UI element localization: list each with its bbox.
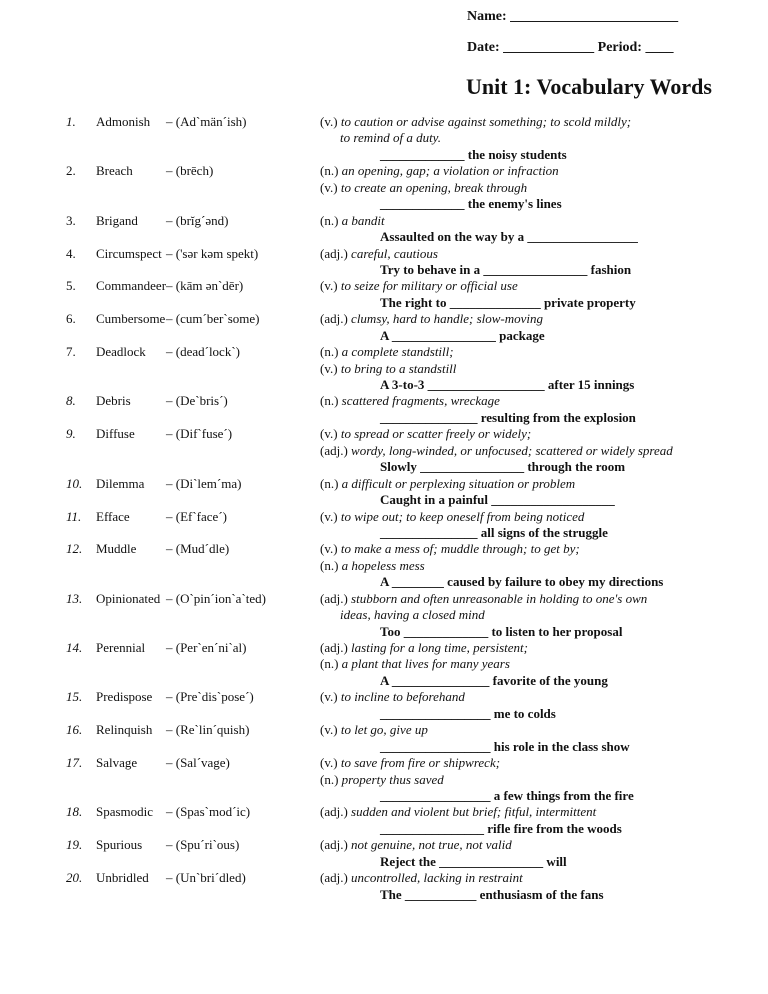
- part-of-speech: (v.): [320, 722, 338, 738]
- definition: [320, 246, 438, 262]
- entry-line: [0, 541, 768, 557]
- example-sentence: Try to behave in a ________________ fashion: [380, 261, 632, 277]
- definition: [320, 541, 580, 557]
- entry-line: [0, 870, 768, 886]
- part-of-speech: (adj.): [320, 245, 348, 261]
- vocab-entry: [0, 509, 768, 542]
- entry-line: [0, 377, 768, 393]
- definition-text: uncontrolled, lacking in restraint: [351, 870, 523, 886]
- entry-line: [0, 624, 768, 640]
- vocab-entry: [0, 114, 768, 163]
- vocab-entry: [0, 804, 768, 837]
- vocab-entry: [0, 476, 768, 509]
- vocab-entry: [0, 246, 768, 279]
- example-sentence: The right to ______________ private property: [380, 294, 636, 310]
- pronunciation: – (cum´ber`some): [166, 311, 260, 327]
- definition-text: a difficult or perplexing situation or problem: [341, 475, 576, 491]
- definition-text: careful, cautious: [351, 245, 438, 261]
- entry-line: [0, 393, 768, 409]
- vocab-word: Cumbersome: [96, 311, 166, 327]
- entry-line: [0, 525, 768, 541]
- entry-number: 4.: [66, 245, 76, 261]
- definition-text: to wipe out; to keep oneself from being noticed: [340, 508, 585, 524]
- part-of-speech: (adj.): [320, 640, 348, 655]
- entry-number: 14.: [66, 640, 83, 655]
- part-of-speech: (adj.): [320, 442, 348, 458]
- entry-line: [0, 821, 768, 837]
- entry-number: 7.: [66, 344, 76, 360]
- definition: [320, 640, 528, 656]
- vocab-entry: [0, 689, 768, 722]
- definition: [320, 476, 575, 492]
- entry-number: 12.: [66, 541, 83, 557]
- definition: [320, 114, 631, 130]
- vocab-word: Spasmodic: [96, 804, 154, 820]
- vocab-word: Unbridled: [96, 870, 149, 886]
- vocab-entry: [0, 311, 768, 344]
- entry-number: 13.: [66, 590, 83, 606]
- entry-line: [0, 361, 768, 377]
- pronunciation: – ('sər kəm spekt): [166, 245, 259, 261]
- pronunciation: – (Dif`fuse´): [166, 426, 233, 442]
- entry-line: [0, 229, 768, 245]
- pronunciation: – (Mud´dle): [166, 541, 230, 557]
- vocab-entry: [0, 640, 768, 689]
- vocab-word: Admonish: [96, 114, 151, 129]
- vocab-entry: [0, 722, 768, 755]
- vocab-word: Opinionated: [96, 590, 161, 606]
- pronunciation: – (Pre`dis`pose´): [166, 689, 254, 705]
- vocab-word: Perennial: [96, 640, 146, 655]
- entry-line: [0, 147, 768, 163]
- entry-line: [0, 887, 768, 903]
- part-of-speech: (v.): [320, 278, 338, 294]
- entry-line: [0, 640, 768, 656]
- pronunciation: – (dead´lock`): [166, 344, 240, 360]
- definition: [320, 344, 454, 360]
- entry-number: 6.: [66, 311, 76, 327]
- definition: [320, 722, 428, 738]
- definition: [320, 772, 444, 788]
- pronunciation: – (Re`lin´quish): [166, 722, 250, 738]
- part-of-speech: (v.): [320, 541, 338, 557]
- pronunciation: – (Spas`mod´ic): [166, 804, 251, 820]
- part-of-speech: (adj.): [320, 311, 348, 327]
- entry-number: 3.: [66, 212, 76, 228]
- entry-line: [0, 344, 768, 360]
- part-of-speech: (v.): [320, 508, 338, 524]
- pronunciation: – (Un`bri´dled): [166, 870, 246, 886]
- entry-line: [0, 574, 768, 590]
- vocab-word: Diffuse: [96, 426, 135, 442]
- definition: [320, 804, 596, 820]
- definition-text: a hopeless mess: [341, 557, 425, 573]
- definition: [320, 163, 559, 179]
- example-sentence: _________________ his role in the class show: [380, 738, 630, 754]
- part-of-speech: (adj.): [320, 804, 348, 820]
- entry-number: 2.: [66, 163, 76, 179]
- definition: [320, 837, 512, 853]
- definition-text: an opening, gap; a violation or infraction: [341, 163, 559, 179]
- entry-line: [0, 278, 768, 294]
- pronunciation: – (brĭg´ənd): [166, 212, 229, 228]
- vocab-entry: [0, 393, 768, 426]
- part-of-speech: (n.): [320, 393, 339, 409]
- example-sentence: Slowly ________________ through the room: [380, 459, 626, 475]
- entry-line: [0, 426, 768, 442]
- part-of-speech: (v.): [320, 360, 338, 376]
- vocab-word: Predispose: [96, 689, 153, 705]
- entry-line: [0, 492, 768, 508]
- example-sentence: _________________ a few things from the fire: [380, 787, 634, 803]
- definition: [320, 213, 385, 229]
- definition: [320, 591, 647, 607]
- definition: [320, 558, 425, 574]
- entry-line: [0, 706, 768, 722]
- definition: [320, 393, 500, 409]
- pronunciation: – (Spu´ri`ous): [166, 837, 240, 853]
- part-of-speech: (n.): [320, 344, 339, 360]
- entry-line: [0, 854, 768, 870]
- vocab-entry: [0, 541, 768, 590]
- example-sentence: Assaulted on the way by a _________________: [380, 229, 638, 245]
- vocab-word: Dilemma: [96, 475, 145, 491]
- definition-text: stubborn and often unreasonable in holding to one's own: [351, 590, 648, 606]
- example-sentence: A _______________ favorite of the young: [380, 672, 608, 688]
- date-period-field-label: Date: _____________ Period: ____: [467, 40, 674, 55]
- entry-number: 18.: [66, 804, 83, 820]
- vocab-word: Brigand: [96, 212, 138, 228]
- entry-number: 1.: [66, 114, 76, 129]
- part-of-speech: (v.): [320, 426, 338, 442]
- pronunciation: – (De`bris´): [166, 393, 228, 409]
- part-of-speech: (n.): [320, 212, 339, 228]
- pronunciation: – (Di`lem´ma): [166, 475, 242, 491]
- definition: [320, 426, 531, 442]
- vocab-entry: [0, 426, 768, 475]
- definition-text: to create an opening, break through: [340, 179, 528, 195]
- part-of-speech: (n.): [320, 557, 339, 573]
- definition-text: property thus saved: [341, 771, 444, 787]
- definition: [320, 443, 673, 459]
- entry-line: [0, 476, 768, 492]
- example-sentence: _________________ me to colds: [380, 705, 556, 721]
- name-field-label: Name: ________________________: [467, 9, 679, 24]
- pronunciation: – (Sal´vage): [166, 755, 230, 771]
- part-of-speech: (v.): [320, 114, 338, 129]
- vocab-entry: [0, 163, 768, 212]
- example-sentence: A ________________ package: [380, 327, 545, 343]
- entry-line: [0, 837, 768, 853]
- entry-number: 15.: [66, 689, 83, 705]
- entry-line: [0, 591, 768, 607]
- entry-number: 9.: [66, 426, 76, 442]
- example-sentence: _______________ all signs of the struggle: [380, 524, 608, 540]
- vocab-word: Spurious: [96, 837, 143, 853]
- definition-text: to save from fire or shipwreck;: [340, 755, 501, 771]
- entry-line: [0, 443, 768, 459]
- part-of-speech: (v.): [320, 689, 338, 705]
- entry-number: 20.: [66, 870, 83, 886]
- entry-line: [0, 328, 768, 344]
- entry-line: [0, 788, 768, 804]
- definition: [320, 689, 465, 705]
- example-sentence: Reject the ________________ will: [380, 853, 567, 869]
- entry-line: [0, 180, 768, 196]
- example-sentence: _____________ the noisy students: [380, 146, 567, 162]
- vocab-entry: [0, 344, 768, 393]
- part-of-speech: (v.): [320, 755, 338, 771]
- definition-text: to caution or advise against something; to scold mildly;: [340, 114, 632, 129]
- vocab-word: Circumspect: [96, 245, 162, 261]
- definition: [320, 656, 510, 672]
- example-sentence: A ________ caused by failure to obey my directions: [380, 574, 664, 590]
- entry-line: [0, 509, 768, 525]
- definition-text: not genuine, not true, not valid: [351, 837, 512, 853]
- entry-line: [0, 410, 768, 426]
- entry-line: [0, 246, 768, 262]
- part-of-speech: (n.): [320, 771, 339, 787]
- entry-line: [0, 311, 768, 327]
- vocab-word: Deadlock: [96, 344, 146, 360]
- vocab-entry: [0, 213, 768, 246]
- example-sentence: Too _____________ to listen to her proposal: [380, 623, 623, 639]
- example-sentence: A 3-to-3 __________________ after 15 innings: [380, 377, 635, 392]
- vocab-entry: [0, 278, 768, 311]
- definition-text: to spread or scatter freely or widely;: [340, 426, 532, 442]
- page-title: Unit 1: Vocabulary Words: [466, 74, 712, 99]
- pronunciation: – (kām ən`dēr): [166, 278, 244, 294]
- definition-text: lasting for a long time, persistent;: [351, 640, 528, 655]
- entry-line: [0, 558, 768, 574]
- vocab-word: Commandeer: [96, 278, 167, 294]
- entry-number: 19.: [66, 837, 83, 853]
- definition: [320, 509, 584, 525]
- definition-text: wordy, long-winded, or unfocused; scattered or widely spread: [351, 442, 673, 458]
- part-of-speech: (adj.): [320, 870, 348, 886]
- pronunciation: – (brēch): [166, 163, 214, 179]
- definition-text: to incline to beforehand: [340, 689, 465, 705]
- definition-text: to seize for military or official use: [340, 278, 518, 294]
- definition-text: a complete standstill;: [341, 344, 454, 360]
- pronunciation: – (Ad`män´ish): [166, 114, 247, 129]
- definition-text: a bandit: [341, 212, 385, 228]
- definition-text: clumsy, hard to handle; slow-moving: [351, 311, 544, 327]
- vocab-word: Breach: [96, 163, 133, 179]
- entry-line: [0, 262, 768, 278]
- vocabulary-list: [0, 114, 768, 903]
- entry-line: [0, 607, 768, 623]
- definition-text: to let go, give up: [340, 722, 428, 738]
- vocab-word: Salvage: [96, 755, 138, 771]
- definition: [320, 870, 523, 886]
- part-of-speech: (v.): [320, 179, 338, 195]
- entry-number: 5.: [66, 278, 76, 294]
- definition-text: to bring to a standstill: [340, 360, 457, 376]
- definition-continuation: ideas, having a closed mind: [340, 607, 485, 623]
- entry-line: [0, 739, 768, 755]
- definition: [320, 180, 527, 196]
- example-sentence: _____________ the enemy's lines: [380, 196, 562, 212]
- vocab-word: Relinquish: [96, 722, 153, 738]
- entry-line: [0, 163, 768, 179]
- definition: [320, 278, 518, 294]
- pronunciation: – (O`pin´ion`a`ted): [166, 590, 266, 606]
- vocab-entry: [0, 837, 768, 870]
- entry-line: [0, 755, 768, 771]
- pronunciation: – (Per`en´ni`al): [166, 640, 247, 655]
- part-of-speech: (adj.): [320, 590, 348, 606]
- definition-continuation: to remind of a duty.: [340, 130, 441, 146]
- entry-number: 8.: [66, 393, 76, 409]
- vocab-entry: [0, 870, 768, 903]
- entry-number: 10.: [66, 475, 83, 491]
- entry-line: [0, 772, 768, 788]
- example-sentence: The ___________ enthusiasm of the fans: [380, 886, 604, 902]
- definition-text: to make a mess of; muddle through; to get by;: [340, 541, 580, 557]
- definition: [320, 755, 500, 771]
- entry-line: [0, 656, 768, 672]
- entry-number: 11.: [66, 508, 82, 524]
- definition-text: sudden and violent but brief; fitful, intermittent: [351, 804, 597, 820]
- vocab-entry: [0, 755, 768, 804]
- pronunciation: – (Ef`face´): [166, 508, 227, 524]
- vocab-word: Muddle: [96, 541, 137, 557]
- definition-text: a plant that lives for many years: [341, 656, 510, 672]
- entry-line: [0, 196, 768, 212]
- part-of-speech: (adj.): [320, 837, 348, 853]
- definition: [320, 311, 543, 327]
- entry-line: [0, 295, 768, 311]
- example-sentence: Caught in a painful ___________________: [380, 492, 615, 508]
- example-sentence: _______________ resulting from the explosion: [380, 409, 636, 425]
- definition: [320, 361, 456, 377]
- vocab-word: Debris: [96, 393, 131, 409]
- vocab-entry: [0, 591, 768, 640]
- example-sentence: ________________ rifle fire from the woods: [380, 820, 622, 836]
- part-of-speech: (n.): [320, 163, 339, 179]
- part-of-speech: (n.): [320, 475, 339, 491]
- entry-line: [0, 114, 768, 130]
- entry-line: [0, 673, 768, 689]
- entry-line: [0, 689, 768, 705]
- entry-number: 17.: [66, 755, 83, 771]
- definition-text: scattered fragments, wreckage: [341, 393, 500, 409]
- entry-line: [0, 459, 768, 475]
- entry-line: [0, 213, 768, 229]
- entry-line: [0, 130, 768, 146]
- entry-line: [0, 722, 768, 738]
- entry-line: [0, 804, 768, 820]
- vocab-word: Efface: [96, 508, 130, 524]
- entry-number: 16.: [66, 722, 83, 738]
- part-of-speech: (n.): [320, 656, 339, 672]
